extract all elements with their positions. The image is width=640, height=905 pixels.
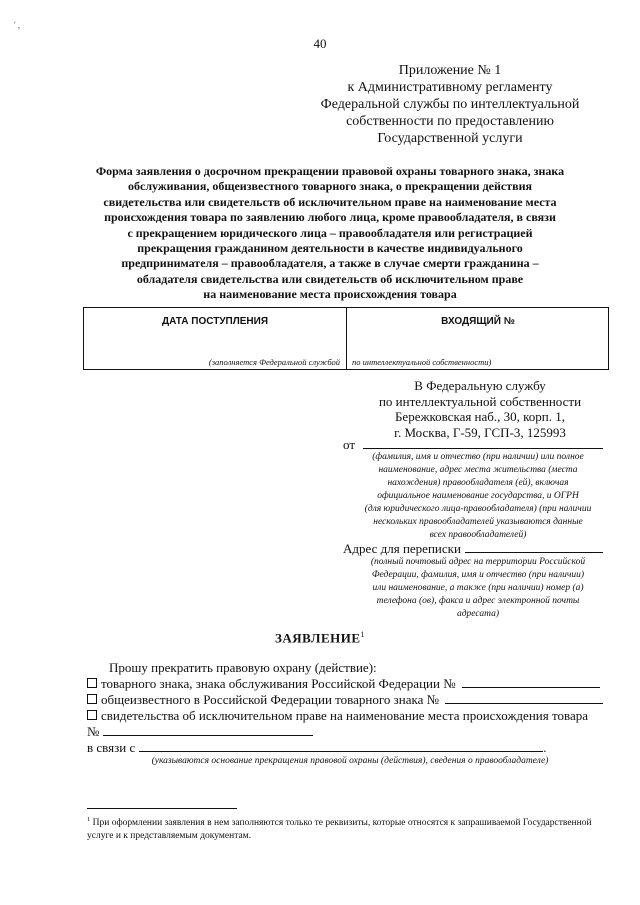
form-title-line: Форма заявления о досрочном прекращении правовой охраны товарного знака, знака [95, 164, 565, 178]
correspondence-address-field [343, 541, 603, 557]
reason-field [87, 740, 546, 756]
addressee-line: по интеллектуальной собственности [378, 393, 582, 409]
option-appellation-certificate [87, 708, 588, 724]
option-well-known-trademark [87, 692, 603, 708]
correspondence-address-input-line[interactable] [465, 541, 603, 553]
from-note-line: нахождения) правообладателя (ей), включая [387, 478, 569, 488]
form-title-line: на наименование места происхождения товара [203, 287, 457, 302]
from-input-line[interactable] [363, 437, 603, 449]
filled-by-note-left: (заполняется Федеральной службой [208, 357, 340, 367]
from-note-line: (фамилия, имя и отчество (при наличии) или полное [372, 452, 584, 462]
addressee-line: В Федеральную службу [414, 378, 546, 393]
appendix-line: собственности по предоставлению [346, 114, 554, 129]
well-known-trademark-checkbox[interactable] [87, 694, 97, 704]
reason-label: в связи с [87, 740, 136, 755]
statement-heading [0, 630, 640, 646]
appendix-reference [290, 62, 610, 147]
form-title-line: свидетельства или свидетельств об исключительном праве на наименование места [103, 194, 557, 209]
appendix-line: Приложение № 1 [398, 63, 502, 78]
address-note-line: телефона (ов), факса и адрес электронной почты [376, 596, 580, 606]
footnote-rule [87, 808, 237, 809]
incoming-number-header: ВХОДЯЩИЙ № [441, 316, 515, 327]
from-note-line: всех правообладателей) [429, 530, 527, 540]
reason-input-line[interactable] [139, 740, 543, 752]
from-note-line: нескольких правообладателей указываются данные [373, 517, 583, 527]
from-note [343, 451, 613, 542]
appendix-line: Государственной услуги [377, 131, 523, 146]
addressee-block [350, 378, 610, 440]
request-intro: Прошу прекратить правовую охрану (действие): [109, 660, 377, 675]
footnote-text: При оформлении заявления в нем заполняются только те реквизиты, которые относятся к запрашиваемой Государственной услуге и к представляемым документам. [87, 818, 592, 841]
option-appellation-label: свидетельства об исключительном праве на наименование места происхождения товара [101, 708, 588, 723]
scan-mark: ' , [14, 20, 21, 30]
addressee-line: Бережковская наб., 30, корп. 1, [394, 409, 566, 424]
form-title-line: обладателя свидетельства или свидетельств об исключительном праве [136, 271, 524, 286]
receipt-date-header: ДАТА ПОСТУПЛЕНИЯ [161, 316, 269, 327]
certificate-number-field [87, 724, 313, 740]
footnote [87, 814, 612, 842]
footnote-ref: 1 [360, 630, 366, 639]
certificate-number-line[interactable] [103, 724, 313, 736]
address-note-line: (полный почтовый адрес на территории Российской [370, 557, 586, 567]
from-note-line: официальное наименование государства, и ОГРН [377, 491, 579, 501]
addressee-line: г. Москва, Г-59, ГСП-3, 125993 [394, 424, 566, 440]
option-trademark [87, 676, 600, 692]
correspondence-address-note [343, 556, 613, 621]
well-known-number-line[interactable] [445, 692, 603, 704]
form-title-line: обслуживания, общеизвестного товарного знака, о прекращении действия [128, 179, 532, 194]
form-title-line: с прекращением юридического лица – правообладателя или регистрацией [127, 225, 533, 240]
option-trademark-label: товарного знака, знака обслуживания Российской Федерации № [101, 676, 456, 691]
from-note-line: наименование, адрес места жительства (места [378, 465, 578, 475]
from-label: от [343, 437, 356, 452]
form-title-line: прекращения гражданином деятельности в качестве индивидуального [137, 241, 523, 256]
number-label: № [87, 724, 100, 739]
form-title-line: происхождения товара по заявлению любого лица, кроме правообладателя, в связи [104, 210, 556, 225]
reason-end-mark: . [543, 740, 547, 755]
trademark-number-line[interactable] [462, 676, 600, 688]
option-well-known-label: общеизвестного в Российской Федерации товарного знака № [101, 692, 440, 707]
appendix-line: Федеральной службы по интеллектуальной [320, 97, 580, 112]
form-title-line: предпринимателя – правообладателя, а также в случае смерти гражданина – [121, 256, 539, 271]
statement-heading-text: ЗАЯВЛЕНИЕ [274, 630, 361, 646]
filled-by-note-right: по интеллектуальной собственности) [352, 357, 492, 367]
trademark-checkbox[interactable] [87, 678, 97, 688]
appellation-certificate-checkbox[interactable] [87, 710, 97, 720]
correspondence-address-label: Адрес для переписки [343, 541, 461, 556]
address-note-line: адресата) [456, 609, 499, 619]
address-note-line: или наименование, а также (при наличии) номер (а) [372, 583, 584, 593]
form-title [80, 164, 580, 303]
appendix-line: к Административному регламенту [347, 80, 553, 95]
registration-box [83, 307, 609, 370]
from-note-line: (для юридического лица-правообладателя) (при наличии [364, 504, 592, 514]
page-number: 40 [313, 36, 327, 51]
reason-note: (указываются основание прекращения правовой охраны (действия), сведения о правообладателе) [151, 756, 549, 766]
footnote-mark: 1 [87, 816, 91, 823]
address-note-line: Федерации, фамилия, имя и отчество (при наличии) [371, 570, 585, 580]
